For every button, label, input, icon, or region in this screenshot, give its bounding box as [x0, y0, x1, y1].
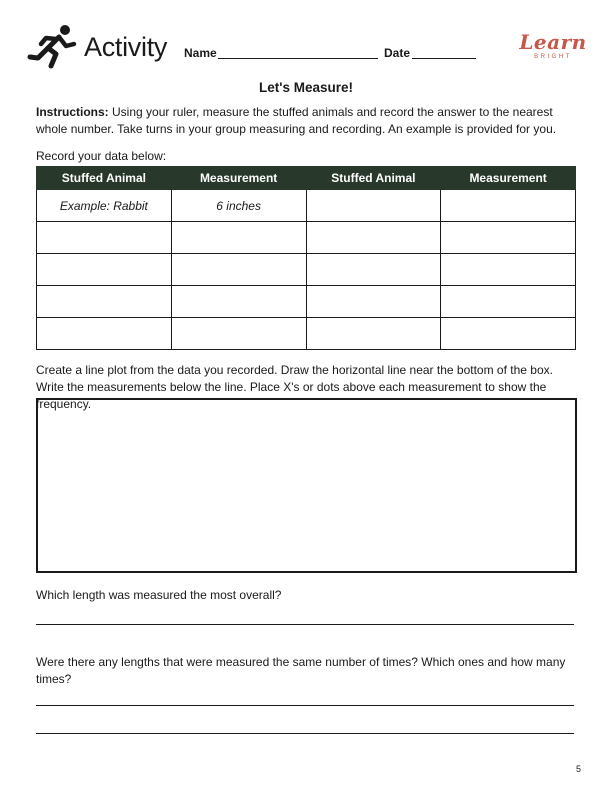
column-header: Measurement: [171, 167, 306, 190]
table-cell: 6 inches: [171, 190, 306, 222]
answer-line-3[interactable]: [36, 733, 574, 734]
table-cell: Example: Rabbit: [37, 190, 172, 222]
table-cell[interactable]: [37, 286, 172, 318]
name-field[interactable]: [218, 58, 378, 59]
answer-line-2[interactable]: [36, 705, 574, 706]
table-cell[interactable]: [306, 222, 441, 254]
table-cell[interactable]: [171, 254, 306, 286]
logo-main-text: Learn: [519, 30, 587, 54]
table-cell[interactable]: [306, 254, 441, 286]
table-row: [37, 190, 576, 222]
page-title: Let's Measure!: [259, 80, 353, 95]
answer-line-1[interactable]: [36, 624, 574, 625]
logo-sub-text: BRIGHT: [534, 54, 572, 60]
measurement-table: [36, 166, 576, 350]
table-cell[interactable]: [171, 286, 306, 318]
table-cell[interactable]: [171, 222, 306, 254]
table-row: [37, 222, 576, 254]
table-cell[interactable]: [441, 318, 576, 350]
table-cell[interactable]: [171, 318, 306, 350]
table-cell[interactable]: [306, 190, 441, 222]
learn-bright-logo: [518, 32, 588, 72]
table-cell[interactable]: [441, 286, 576, 318]
table-header-row: [37, 167, 576, 190]
instructions: [36, 104, 580, 138]
page-number: 5: [576, 764, 582, 774]
column-header: Stuffed Animal: [306, 167, 441, 190]
record-label: Record your data below:: [36, 149, 167, 163]
instructions-label: Instructions:: [36, 105, 109, 119]
column-header: Measurement: [441, 167, 576, 190]
table-row: [37, 318, 576, 350]
table-row: [37, 254, 576, 286]
date-label: Date: [384, 46, 411, 60]
plot-instructions: Create a line plot from the data you recorded. Draw the horizontal line near the bottom of the box. Write the measurements below the line. Place X's or dots above each measurement to show the frequency.: [36, 363, 553, 411]
table-cell[interactable]: [441, 190, 576, 222]
table-cell[interactable]: [306, 318, 441, 350]
date-field[interactable]: [412, 58, 476, 59]
question-1: Which length was measured the most overall?: [36, 588, 282, 602]
table-cell[interactable]: [441, 222, 576, 254]
name-label: Name: [184, 46, 217, 60]
column-header: Stuffed Animal: [37, 167, 172, 190]
question-2: Were there any lengths that were measured the same number of times? Which ones and how many times?: [36, 655, 566, 686]
table-cell[interactable]: [37, 318, 172, 350]
line-plot-box[interactable]: [36, 398, 577, 573]
table-cell[interactable]: [441, 254, 576, 286]
instructions-text: Using your ruler, measure the stuffed animals and record the answer to the nearest whole number. Take turns in your group measuring and recording. An example is provided for you.: [36, 105, 557, 136]
activity-title: Activity: [84, 32, 168, 62]
running-person-icon: [26, 24, 78, 70]
table-cell[interactable]: [306, 286, 441, 318]
table-row: [37, 286, 576, 318]
table-cell[interactable]: [37, 222, 172, 254]
table-cell[interactable]: [37, 254, 172, 286]
